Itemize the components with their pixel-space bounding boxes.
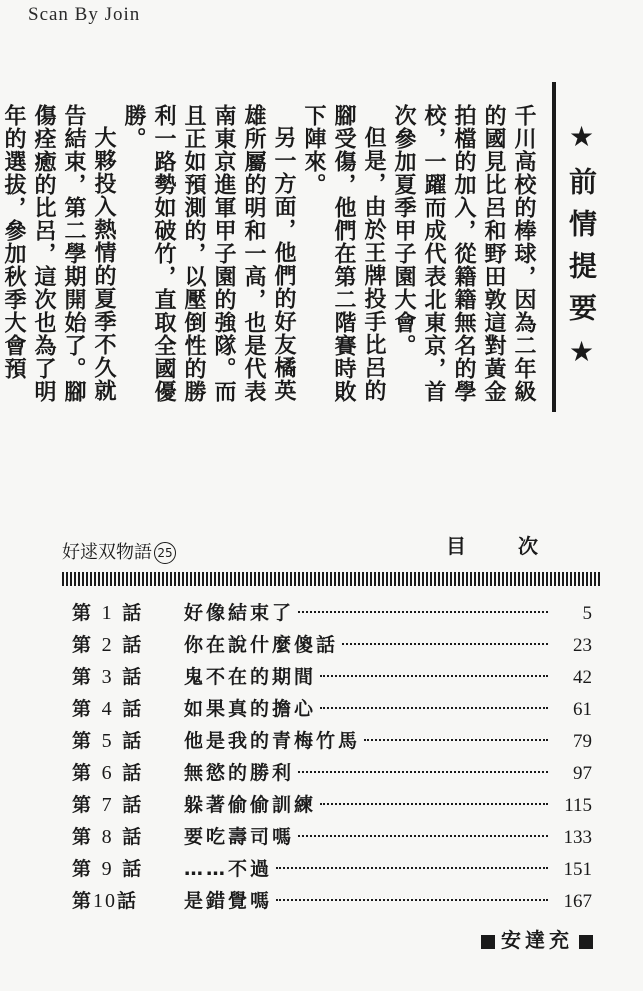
chapter-title: 躲著偷偷訓練 [184,794,317,816]
author-name: 安達充 [501,928,573,952]
chapter-title: 好像結束了 [184,602,295,624]
dot-leader [320,675,548,677]
page-number: 167 [563,891,592,912]
author-credit [475,924,599,953]
toc-entry[interactable] [72,886,592,918]
page-number: 23 [573,635,592,656]
toc-entry[interactable] [72,598,592,630]
toc-entry[interactable] [72,726,592,758]
dot-leader [298,835,548,837]
toc-entry[interactable] [72,630,592,662]
dot-leader [364,739,548,741]
chapter-label: 第 6 話 [72,762,144,784]
toc-header [62,530,602,566]
chapter-label: 第10話 [72,890,139,912]
chapter-title: 如果真的擔心 [184,698,317,720]
synopsis-divider [552,82,556,412]
chapter-label: 第 1 話 [72,602,144,624]
dot-leader [276,899,548,901]
page-number: 115 [564,795,592,816]
page-number: 42 [573,667,592,688]
chapter-label: 第 8 話 [72,826,144,848]
synopsis-paragraph: 但是，由於王牌投手比呂的腳受傷，他們在第二階賽時敗下陣來。 [301,104,386,403]
toc-entry[interactable] [72,822,592,854]
chapter-label: 第 2 話 [72,634,144,656]
chapter-title: 是錯覺嗎 [184,890,273,912]
synopsis-text [0,104,538,404]
chapter-title: 他是我的青梅竹馬 [184,730,361,752]
chapter-label: 第 5 話 [72,730,144,752]
toc-entry[interactable] [72,854,592,886]
synopsis-paragraph: 大夥投入熱情的夏季不久就告結束，第二學期開始了。腳傷痊癒的比呂，這次也為了明年的選拔，參加秋季大會預 [1,104,116,403]
dot-leader [320,803,548,805]
page-number: 79 [573,731,592,752]
chapter-title: 鬼不在的期間 [184,666,317,688]
synopsis-paragraph: 千川高校的棒球，因為二年級的國見比呂和野田敦這對黃金拍檔的加入，從籍籍無名的學校，一躍而成代表北東京，首次參加夏季甲子園大會。 [391,104,536,403]
dot-leader [320,707,548,709]
page-number: 151 [563,859,592,880]
dot-leader [298,771,548,773]
chapter-label: 第 7 話 [72,794,144,816]
chapter-label: 第 9 話 [72,858,144,880]
chapter-label: 第 4 話 [72,698,144,720]
chapter-title: 你在說什麼傻話 [184,634,339,656]
volume-badge: 25 [154,542,176,564]
toc-entry[interactable] [72,662,592,694]
toc-entry[interactable] [72,694,592,726]
dot-leader [342,643,548,645]
scan-credit: Scan By Join [28,4,141,25]
square-bullet-icon [579,935,593,949]
hatched-divider [62,572,602,586]
page-number: 61 [573,699,592,720]
toc-entry[interactable] [72,790,592,822]
square-bullet-icon [481,935,495,949]
chapter-title: 要吃壽司嗎 [184,826,295,848]
synopsis-title: ★前情提要★ [565,120,598,382]
synopsis-section [1,82,600,422]
series-title [62,538,176,564]
page-number: 133 [563,827,592,848]
dot-leader [276,867,548,869]
page-number: 97 [573,763,592,784]
dot-leader [298,611,548,613]
chapter-title: ……不過 [184,858,273,880]
synopsis-paragraph: 另一方面，他們的好友橘英雄所屬的明和一高，也是代表南東京進軍甲子園的強隊。而且正如預測的，以壓倒性的勝利一路勢如破竹，直取全國優勝。 [121,104,296,403]
toc-heading: 目次 [446,534,590,558]
series-name: 好逑双物語 [62,542,152,563]
chapter-title: 無慾的勝利 [184,762,295,784]
toc-list [72,598,592,918]
toc-entry[interactable] [72,758,592,790]
page-number: 5 [582,603,592,624]
chapter-label: 第 3 話 [72,666,144,688]
